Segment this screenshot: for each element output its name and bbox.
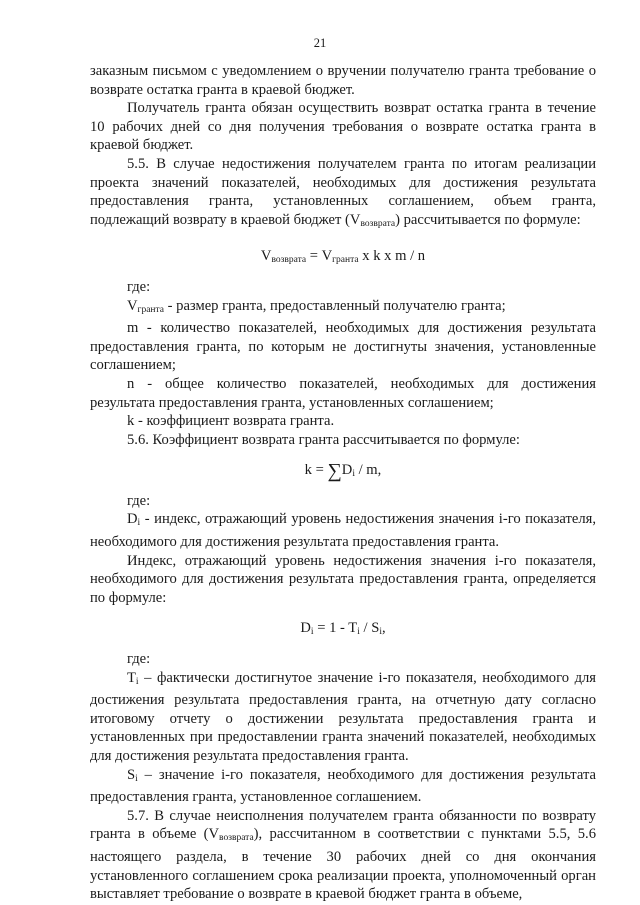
paragraph-return-obligation: Получатель гранта обязан осуществить возврат остатка гранта в течение 10 рабочих дней со дня получения требования о возврате остатка гранта в краевой бюджет. — [90, 100, 596, 154]
definition-n: n - общее количество показателей, необходимых для достижения результата предоставления гранта, установленных соглашением; — [90, 375, 596, 411]
where-label-1: где: — [127, 278, 151, 295]
page-number: 21 — [313, 36, 327, 50]
paragraph-5-5: 5.5. В случае недостижения получателем гранта по итогам реализации проекта значений показателей, необходимых для достижения результата предоставления гранта, установленных соглашением, объем гранта, подлежащий возврату в краевой бюджет $(V_{возврата})$ рассчитывается по формуле: — [90, 155, 596, 229]
paragraph-notification: заказным письмом с уведомлением о вручении получателю гранта требование о возврате остатка гранта в краевой бюджет. — [90, 63, 596, 98]
document-body — [90, 62, 596, 904]
definition-m: m - количество показателей, необходимых для достижения результата предоставления гранта, по которым не достигнуты значения, установленные соглашением; — [90, 320, 596, 374]
where-label-3: где: — [127, 651, 151, 668]
paragraph-index: Индекс, отражающий уровень недостижения значения i-го показателя, необходимого для достижения результата предоставления гранта, определяется по формуле: — [90, 552, 596, 606]
definition-ti: $T_i$ – фактически достигнутое значение i-го показателя, необходимого для достижения результата предоставления гранта, на отчетную дату согласно итоговому отчету о достижении результата предоставления гранта и установленных при предоставлении гранта значений показателей, необходимых для достижения результата предоставления гранта. — [90, 669, 596, 764]
definition-v-grant: $V_{гранта}$ - размер гранта, предоставленный получателю гранта; — [127, 297, 506, 315]
where-label-2: где: — [127, 492, 151, 509]
formula-coefficient: $k = \sum D_i / m$, — [304, 460, 382, 483]
definition-k: k - коэффициент возврата гранта. — [127, 413, 335, 430]
formula-volume: $V_{возврата} = V_{гранта}$ x k x m / n — [260, 248, 426, 266]
paragraph-5-7: 5.7. В случае неисполнения получателем гранта обязанности по возврату гранта в объеме $(V_{возврата})$, рассчитанном в соответствии с пунктами 5.5, 5.6 настоящего раздела, в течение 30 рабочих дней со дня окончания установленного соглашением срока реализации проекта, уполномоченный орган выставляет требование о возврате в краевой бюджет гранта в объеме, — [90, 807, 596, 903]
formula-index: $D_i = 1 - T_i / S_i$, — [300, 620, 386, 638]
paragraph-5-6: 5.6. Коэффициент возврата гранта рассчитывается по формуле: — [127, 431, 520, 448]
definition-si: $S_i$ – значение i-го показателя, необходимого для достижения результата предоставления гранта, установленное соглашением. — [90, 766, 596, 806]
definition-di: $D_i$ - индекс, отражающий уровень недостижения значения i-го показателя, необходимого для достижения результата предоставления гранта. — [90, 511, 596, 551]
